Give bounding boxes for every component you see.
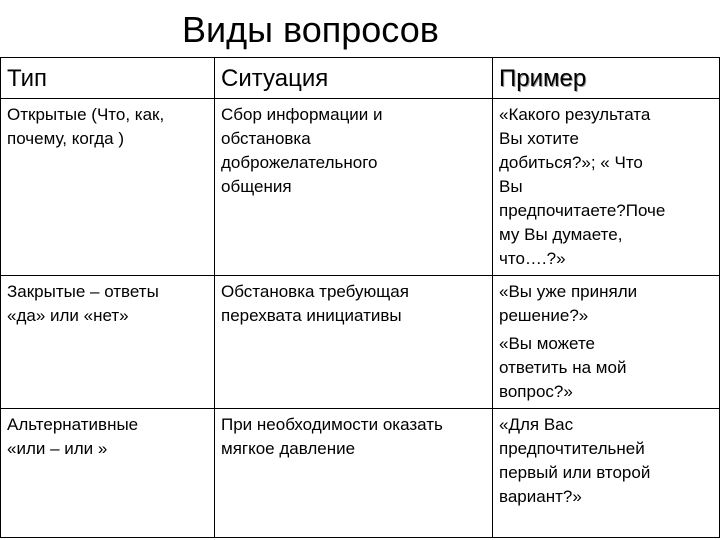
cell-line: вопрос?» [499, 382, 573, 401]
table-row [1, 99, 720, 276]
cell-example [493, 276, 720, 409]
cell-line: Вы [499, 177, 523, 196]
cell-line: Открытые (Что, как, [7, 105, 165, 124]
cell-type [1, 99, 215, 276]
page-title: Виды вопросов [182, 9, 439, 50]
cell-line: Альтернативные [7, 415, 139, 434]
cell-line: доброжелательного [221, 153, 378, 172]
cell-line: решение?» [499, 306, 589, 325]
cell-line: добиться?»; « Что [499, 153, 643, 172]
column-header-example: Пример [493, 58, 720, 99]
cell-line: обстановка [221, 129, 311, 148]
cell-line: что….?» [499, 249, 566, 268]
cell-line: общения [221, 177, 292, 196]
cell-line: «да» или «нет» [7, 306, 129, 325]
cell-line: му Вы думаете, [499, 225, 623, 244]
column-header-situation: Ситуация [215, 58, 493, 99]
cell-type [1, 409, 215, 538]
cell-line: предпочтительней [499, 439, 645, 458]
cell-line: перехвата инициативы [221, 306, 402, 325]
cell-line: «или – или » [7, 439, 108, 458]
cell-line: При необходимости оказать [221, 415, 443, 434]
cell-example [493, 409, 720, 538]
cell-line: первый или второй [499, 463, 651, 482]
cell-situation [215, 276, 493, 409]
cell-example [493, 99, 720, 276]
cell-line: Обстановка требующая [221, 282, 409, 301]
cell-line: вариант?» [499, 487, 582, 506]
cell-line: «Какого результата [499, 105, 651, 124]
table-header-row [1, 58, 720, 99]
table-row [1, 276, 720, 409]
cell-line: Вы хотите [499, 129, 580, 148]
cell-line: почему, когда ) [7, 129, 124, 148]
cell-line: предпочитаете?Поче [499, 201, 666, 220]
cell-line: «Вы уже приняли [499, 282, 638, 301]
cell-line: «Вы можете [499, 334, 595, 353]
cell-line: Закрытые – ответы [7, 282, 159, 301]
question-types-table [0, 57, 720, 538]
column-header-type: Тип [1, 58, 215, 99]
cell-line: мягкое давление [221, 439, 356, 458]
cell-situation [215, 99, 493, 276]
cell-line: Сбор информации и [221, 105, 383, 124]
cell-line: ответить на мой [499, 358, 627, 377]
cell-situation [215, 409, 493, 538]
table-row [1, 409, 720, 538]
cell-line: «Для Вас [499, 415, 574, 434]
cell-type [1, 276, 215, 409]
